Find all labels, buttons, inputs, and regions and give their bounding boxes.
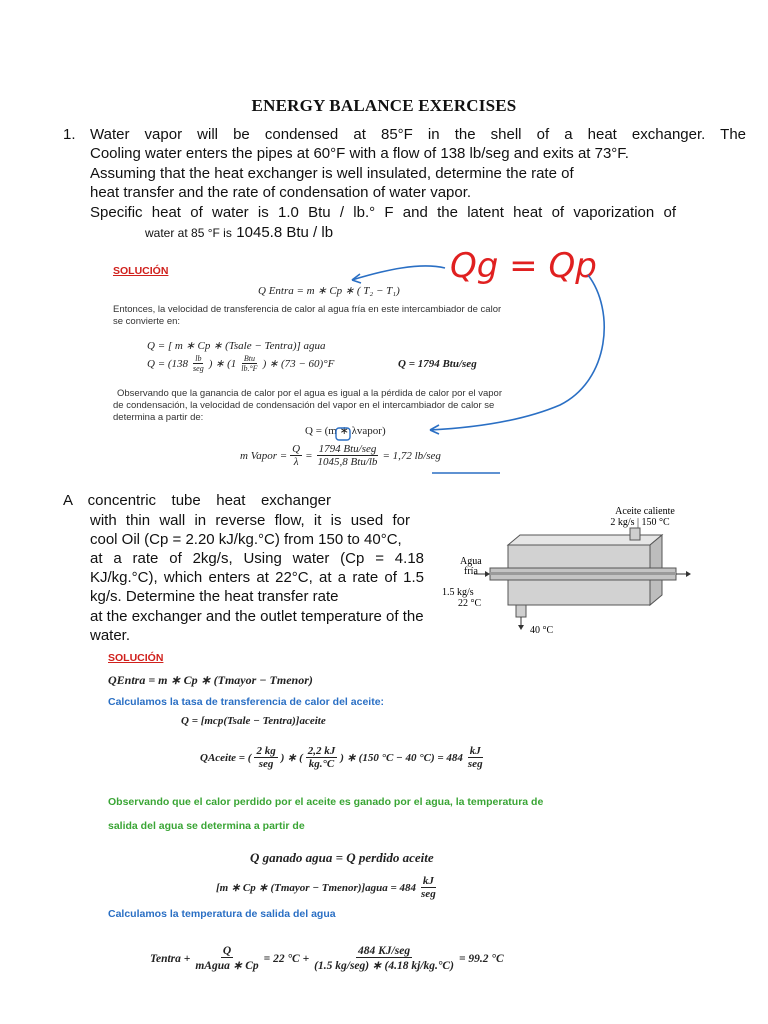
eq-final-result: = 99.2 °C <box>458 952 504 965</box>
oil-outlet-arrowhead <box>518 625 524 630</box>
water-outlet-arrowhead <box>686 571 691 577</box>
arrow-to-qentra <box>352 266 445 280</box>
exercise-1-line-5: Specific heat of water is 1.0 Btu / lb.° F and the latent heat of vaporization of <box>90 204 676 221</box>
solution-1-text-3: Observando que la ganancia de calor por el agua es igual a la pérdida de calor por el vapor <box>117 388 503 399</box>
eq-aceite-mid: ) ∗ ( <box>280 752 303 764</box>
eq-numeric-mid: ) ∗ (1 <box>208 358 237 370</box>
exercise-2-line-5: KJ/kg.°C), which enters at 22°C, at a rate of 1.5 <box>90 569 424 586</box>
inner-tube-shade <box>490 572 676 575</box>
solution-2-eq-agua <box>216 875 441 900</box>
handwritten-box <box>336 428 350 440</box>
diagram-water-flow: 1.5 kg/s <box>442 587 474 598</box>
fraction-denominator: 1045,8 Btu/lb <box>317 456 378 468</box>
solution-2-heading: SOLUCIÓN <box>108 652 164 664</box>
solution-1-eq-qentra: Q Entra = m ∗ Cp ∗ ( T₂ − T₁) <box>258 285 400 297</box>
exercise-1-number: 1. <box>63 126 76 143</box>
solution-1-text-2: se convierte en: <box>113 316 181 327</box>
solution-1-eq-q-agua: Q = [ m ∗ Cp ∗ (Tsale − Tentra)] agua <box>147 340 326 352</box>
diagram-oil-label: Aceite caliente <box>615 506 675 517</box>
eq-final-lhs: Tentra + <box>150 952 191 965</box>
fraction-q-magua-cp <box>193 945 260 972</box>
page-title: ENERGY BALANCE EXERCISES <box>251 96 517 115</box>
solution-1-eq-mvapor: m Vapor = $\frac{Q}{\lambda}$ = $\frac{\text{1794 Btu/seg}}{\text{1045,8 Btu/lb}}$ = 1,72 lb/seg <box>240 443 441 468</box>
heat-exchanger-diagram <box>440 500 700 645</box>
diagram-water-temp: 22 °C <box>458 598 482 609</box>
solution-1-text-4: de condensación, la velocidad de condensación del vapor en el intercambiador de calor se <box>113 400 495 411</box>
fraction-484-over-mcp <box>312 945 456 972</box>
exercise-2-line-8: water. <box>90 627 131 644</box>
fraction-denominator: kg.°C <box>308 758 335 770</box>
solution-2-eq-final <box>150 945 504 972</box>
exercise-1-line-1: Water vapor will be condensed at 85°F in the shell of a heat exchanger. The <box>90 126 746 143</box>
solution-2-blue-1: Calculamos la tasa de transferencia de calor del aceite: <box>108 696 385 708</box>
eq-final-mid: = 22 °C + <box>263 952 310 965</box>
solution-2-eq-mcp: Q = [mcp(Tsale − Tentra)]aceite <box>181 715 326 727</box>
fraction-denominator: seg <box>421 888 436 900</box>
fraction-numerator: kJ <box>469 745 481 757</box>
eq-mvapor-lhs: m Vapor = <box>240 449 288 462</box>
eq-aceite-lhs: QAceite = ( <box>200 751 252 764</box>
exercise-2-line-2: with thin wall in reverse flow, it is used for <box>90 512 410 529</box>
fraction-numerator: 1794 Btu/seg <box>318 443 377 455</box>
exercise-1-line-2: Cooling water enters the pipes at 60°F with a flow of 138 lb/seg and exits at 73°F. <box>90 145 629 162</box>
fraction-denominator: λ <box>293 456 299 468</box>
solution-1-text-5: determina a partir de: <box>113 412 204 423</box>
eq-aceite-tail: ) ∗ (150 °C − 40 °C) = 484 <box>340 752 463 764</box>
solution-1-heading: SOLUCIÓN <box>113 265 169 277</box>
oil-outlet-nozzle <box>516 605 526 617</box>
fraction-denominator: lb.°F <box>241 364 258 373</box>
eq-agua-lhs: [m ∗ Cp ∗ (Tmayor − Tmenor)]agua = 484 <box>216 882 417 894</box>
solution-2-eq-ganado: Q ganado agua = Q perdido aceite <box>250 850 434 865</box>
eq-mvapor-result: = 1,72 lb/seg <box>382 449 441 462</box>
fraction-denominator: seg <box>467 758 483 770</box>
fraction-numerator: Q <box>222 945 232 957</box>
exercise-2-line-1: A concentric tube heat exchanger <box>63 492 331 509</box>
eq-numeric-suffix: ) ∗ (73 − 60)°F <box>262 358 335 370</box>
exercise-2-line-6: kg/s. Determine the heat transfer rate <box>90 588 339 605</box>
solution-2-eq-aceite <box>200 745 488 770</box>
solution-2-green-1: Observando que el calor perdido por el aceite es ganado por el agua, la temperatura de <box>108 796 544 808</box>
oil-inlet-nozzle <box>630 528 640 540</box>
exercise-1-line-6-text: water at 85 °F is <box>145 226 232 240</box>
water-inlet-arrowhead <box>485 571 490 577</box>
exercise-2-line-3: cool Oil (Cp = 2.20 kJ/kg.°C) from 150 to 40°C, <box>90 531 402 548</box>
arrow-to-q-vapor <box>430 275 604 430</box>
fraction-numerator: 2 kg <box>256 745 276 757</box>
eq-numeric-prefix: Q = (138 <box>147 357 189 370</box>
fraction-kj-seg <box>466 745 485 770</box>
solution-2-blue-2: Calculamos la temperatura de salida del agua <box>108 908 336 920</box>
fraction-numerator: lb <box>195 354 202 363</box>
diagram-water-label-1: Agua <box>460 556 482 567</box>
solution-2-eq-qentra: QEntra = m ∗ Cp ∗ (Tmayor − Tmenor) <box>108 673 313 687</box>
solution-1-text-1: Entonces, la velocidad de transferencia de calor al agua fría en este intercambiador de calor <box>113 304 502 315</box>
solution-2-green-2: salida del agua se determina a partir de <box>108 820 305 832</box>
exercise-1-latent-heat: 1045.8 Btu / lb <box>236 224 334 241</box>
fraction-kj-seg-2 <box>419 875 438 900</box>
fraction-denominator: seg <box>258 758 274 770</box>
fraction-denominator: seg <box>193 364 204 373</box>
fraction-numerator: 484 KJ/seg <box>358 945 411 957</box>
fraction-numerator: 2,2 kJ <box>307 745 336 757</box>
fraction-numerator: Q <box>292 443 301 455</box>
diagram-oil-out-temp: 40 °C <box>530 625 554 636</box>
exercise-2-line-4: at a rate of 2kg/s, Using water (Cp = 4.18 <box>90 550 424 567</box>
fraction-2kg-seg <box>254 745 277 770</box>
exercise-1-line-3: Assuming that the heat exchanger is well insulated, determine the rate of <box>90 165 574 182</box>
exercise-2-line-7: at the exchanger and the outlet temperature of the <box>90 608 424 625</box>
fraction-cp-oil <box>306 745 338 770</box>
fraction-numerator: Btu <box>243 354 255 363</box>
handwritten-annotation: Qg = Qp <box>450 246 597 286</box>
solution-1-eq-q-vapor: Q = (m ∗ λvapor) <box>305 425 386 437</box>
diagram-oil-flow: 2 kg/s | 150 °C <box>610 517 670 528</box>
fraction-numerator: kJ <box>422 875 434 887</box>
fraction-denominator: (1.5 kg/seg) ∗ (4.18 kj/kg.°C) <box>314 960 454 972</box>
exercise-1-line-4: heat transfer and the rate of condensation of water vapor. <box>90 184 472 201</box>
solution-1-result-q: Q = 1794 Btu/seg <box>398 358 477 370</box>
diagram-water-label-2: fría <box>464 566 478 577</box>
fraction-denominator: mAgua ∗ Cp <box>195 960 259 972</box>
